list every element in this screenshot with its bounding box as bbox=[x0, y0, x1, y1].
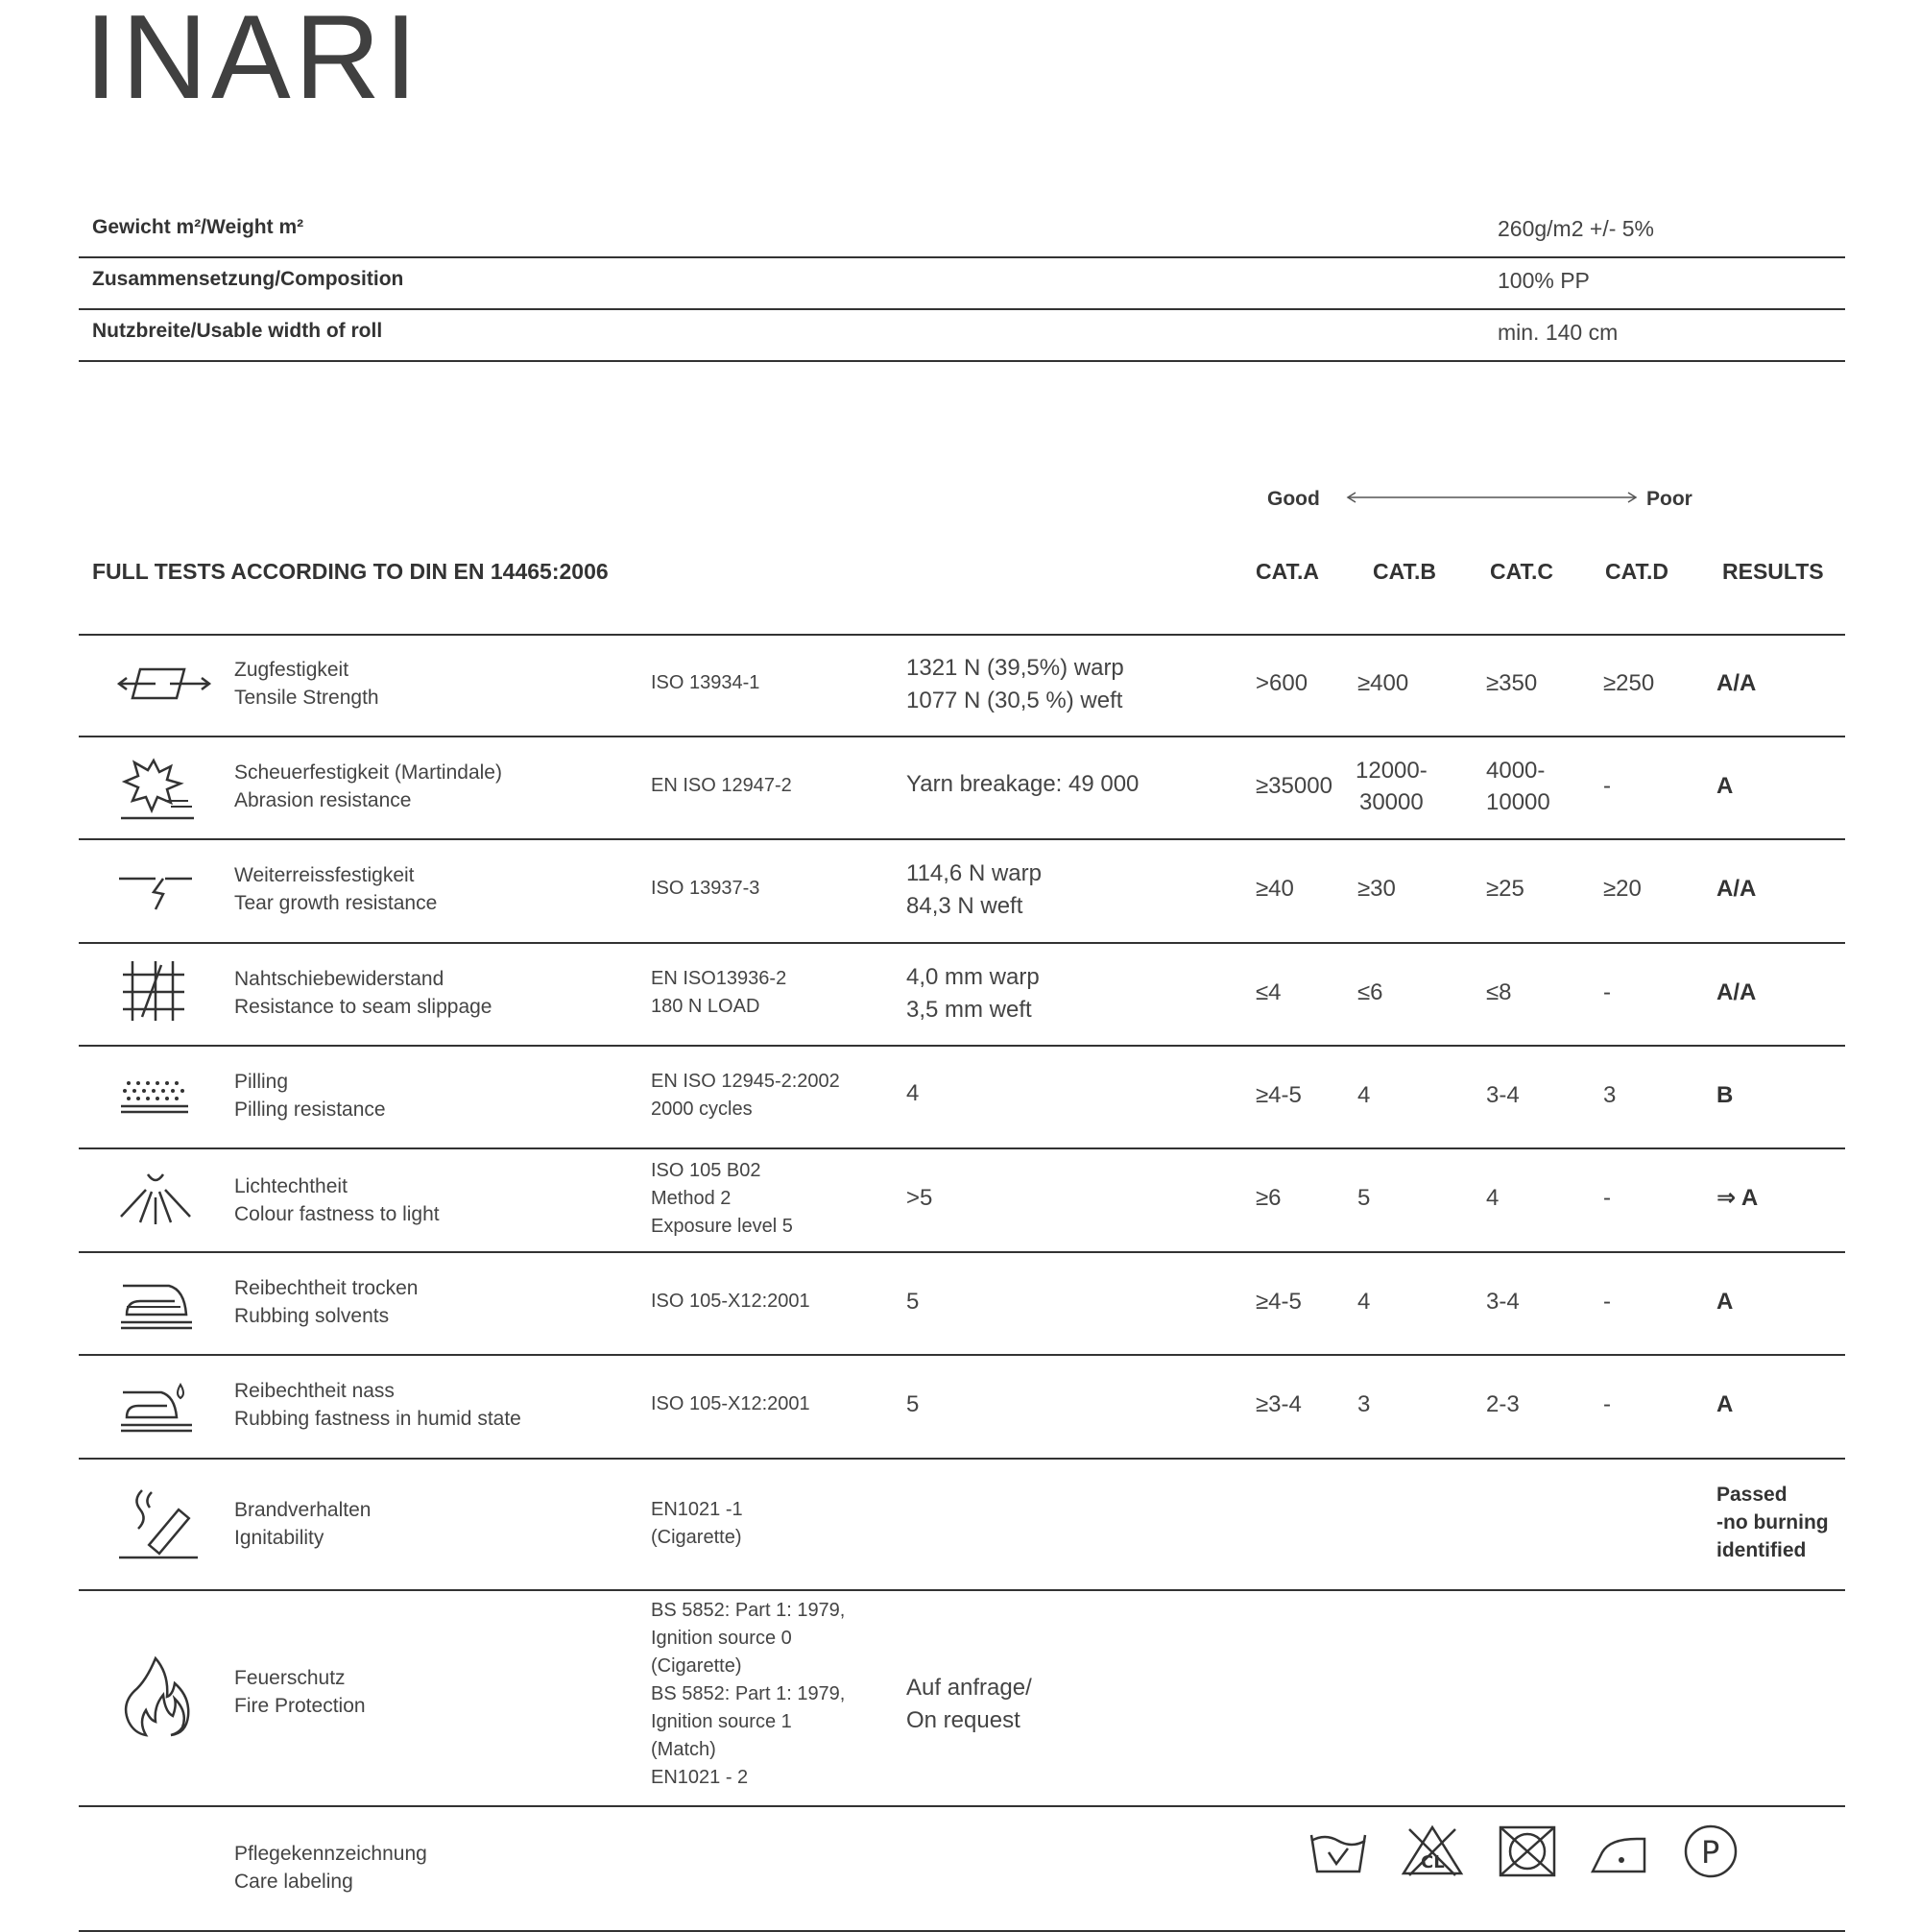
cat-b-value: ≥30 bbox=[1357, 876, 1396, 902]
test-standard: ISO 13937-3 bbox=[651, 878, 760, 899]
test-standard: ISO 105-X12:2001 bbox=[651, 1393, 810, 1414]
care-symbols bbox=[1308, 1823, 1766, 1880]
cat-a-value: ≥3-4 bbox=[1256, 1391, 1302, 1417]
test-name: Reibechtheit trocken Rubbing solvents bbox=[234, 1277, 419, 1327]
header-cat-c: CAT.C bbox=[1490, 559, 1554, 584]
cat-c-value: 3-4 bbox=[1486, 1289, 1520, 1315]
cat-d-value: ≥20 bbox=[1603, 876, 1642, 902]
tests-header bbox=[79, 557, 1845, 636]
cigarette-icon bbox=[117, 1485, 204, 1563]
cat-a-value: ≥4-5 bbox=[1256, 1289, 1302, 1315]
rubbing-wet-icon bbox=[117, 1379, 200, 1437]
dry-clean-p-icon bbox=[1682, 1823, 1740, 1880]
spec-table bbox=[79, 206, 1845, 362]
test-row-light-fastness bbox=[79, 1149, 1845, 1253]
tests-header-title: FULL TESTS ACCORDING TO DIN EN 14465:2006 bbox=[92, 559, 609, 584]
cat-b-value: 4 bbox=[1357, 1082, 1371, 1108]
spec-row-weight bbox=[79, 206, 1845, 258]
cat-a-value: ≥4-5 bbox=[1256, 1082, 1302, 1108]
wash-30-icon bbox=[1308, 1823, 1369, 1879]
test-rating: A bbox=[1716, 773, 1734, 799]
test-result: 114,6 N warp 84,3 N weft bbox=[906, 860, 1042, 919]
iron-low-icon bbox=[1589, 1823, 1650, 1879]
test-name: Nahtschiebewiderstand Resistance to seam slippage bbox=[234, 968, 492, 1018]
no-tumble-dry-icon bbox=[1497, 1823, 1558, 1879]
test-row-rubbing-wet bbox=[79, 1356, 1845, 1460]
test-row-seam-slippage bbox=[79, 944, 1845, 1047]
test-row-ignitability bbox=[79, 1460, 1845, 1591]
test-standard: ISO 105-X12:2001 bbox=[651, 1291, 810, 1312]
cat-c-value: ≥350 bbox=[1486, 670, 1538, 696]
test-standard: ISO 13934-1 bbox=[651, 672, 760, 693]
header-cat-d: CAT.D bbox=[1605, 559, 1669, 584]
test-result: 5 bbox=[906, 1289, 920, 1315]
test-row-abrasion bbox=[79, 737, 1845, 840]
pilling-icon bbox=[117, 1075, 194, 1120]
cat-d-value: - bbox=[1603, 1185, 1611, 1211]
test-name: Pflegekennzeichnung Care labeling bbox=[234, 1843, 427, 1893]
cat-c-value: 4000- 10000 bbox=[1486, 758, 1550, 815]
cat-b-value: 3 bbox=[1357, 1391, 1371, 1417]
spec-label: Nutzbreite/Usable width of roll bbox=[92, 320, 383, 342]
test-name: Scheuerfestigkeit (Martindale) Abrasion resistance bbox=[234, 761, 502, 811]
cat-a-value: >600 bbox=[1256, 670, 1308, 696]
test-rating: A bbox=[1716, 1391, 1734, 1417]
cat-c-value: 2-3 bbox=[1486, 1391, 1520, 1417]
test-standard: BS 5852: Part 1: 1979, Ignition source 0 (Cigarette) BS 5852: Part 1: 1979, Ignition source 1 (Match) EN1021 - 2 bbox=[651, 1600, 846, 1788]
cat-a-value: ≤4 bbox=[1256, 979, 1282, 1005]
scale-good-label: Good bbox=[1267, 488, 1320, 510]
test-rating: B bbox=[1716, 1082, 1734, 1108]
seam-slippage-icon bbox=[117, 957, 194, 1026]
cat-b-value: 4 bbox=[1357, 1289, 1371, 1315]
cat-a-value: ≥6 bbox=[1256, 1185, 1282, 1211]
cat-c-value: 4 bbox=[1486, 1185, 1500, 1211]
test-standard: EN1021 -1 (Cigarette) bbox=[651, 1499, 743, 1548]
cat-b-value: ≤6 bbox=[1357, 979, 1383, 1005]
page-title: INARI bbox=[84, 0, 421, 124]
spec-label: Gewicht m²/Weight m² bbox=[92, 216, 304, 238]
test-result: Auf anfrage/ On request bbox=[906, 1675, 1032, 1733]
cat-c-value: ≤8 bbox=[1486, 979, 1512, 1005]
test-rating: ⇒ A bbox=[1716, 1185, 1759, 1211]
cat-d-value: 3 bbox=[1603, 1082, 1617, 1108]
svg-text:CL: CL bbox=[1421, 1852, 1446, 1872]
test-standard: EN ISO 12945-2:2002 2000 cycles bbox=[651, 1071, 840, 1120]
test-result: 4 bbox=[906, 1080, 920, 1106]
header-cat-b: CAT.B bbox=[1373, 559, 1437, 584]
tear-icon bbox=[117, 869, 200, 913]
test-name: Weiterreissfestigkeit Tear growth resistance bbox=[234, 864, 438, 914]
test-rating: A/A bbox=[1716, 979, 1757, 1005]
test-standard: EN ISO 12947-2 bbox=[651, 775, 792, 796]
cat-b-value: ≥400 bbox=[1357, 670, 1409, 696]
test-result: >5 bbox=[906, 1185, 933, 1211]
spec-value: min. 140 cm bbox=[1498, 320, 1619, 345]
test-row-care-labeling bbox=[79, 1807, 1845, 1932]
cat-b-value: 12000- 30000 bbox=[1356, 758, 1428, 815]
rubbing-dry-icon bbox=[117, 1276, 200, 1334]
test-row-fire-protection bbox=[79, 1591, 1845, 1807]
test-rating: A/A bbox=[1716, 876, 1757, 902]
cat-d-value: - bbox=[1603, 1289, 1611, 1315]
test-result: 4,0 mm warp 3,5 mm weft bbox=[906, 964, 1040, 1023]
cat-b-value: 5 bbox=[1357, 1185, 1371, 1211]
test-row-rubbing-dry bbox=[79, 1253, 1845, 1356]
header-results: RESULTS bbox=[1722, 559, 1824, 584]
test-name: Feuerschutz Fire Protection bbox=[234, 1667, 366, 1717]
light-fastness-icon bbox=[117, 1169, 200, 1232]
test-result: 5 bbox=[906, 1391, 920, 1417]
test-row-pilling bbox=[79, 1047, 1845, 1149]
spec-row-composition bbox=[79, 258, 1845, 310]
abrasion-icon bbox=[117, 755, 200, 824]
test-standard: ISO 105 B02 Method 2 Exposure level 5 bbox=[651, 1160, 793, 1237]
cat-a-value: ≥35000 bbox=[1256, 773, 1332, 799]
good-poor-scale bbox=[1267, 480, 1699, 519]
test-name: Brandverhalten Ignitability bbox=[234, 1499, 372, 1549]
test-name: Zugfestigkeit Tensile Strength bbox=[234, 659, 379, 709]
spec-label: Zusammensetzung/Composition bbox=[92, 268, 404, 290]
tensile-icon bbox=[117, 660, 213, 710]
cat-a-value: ≥40 bbox=[1256, 876, 1294, 902]
cat-d-value: ≥250 bbox=[1603, 670, 1655, 696]
cat-d-value: - bbox=[1603, 773, 1611, 799]
scale-poor-label: Poor bbox=[1646, 488, 1692, 510]
test-row-tear bbox=[79, 840, 1845, 944]
test-result: 1321 N (39,5%) warp 1077 N (30,5 %) weft bbox=[906, 655, 1124, 713]
cat-c-value: ≥25 bbox=[1486, 876, 1524, 902]
test-standard: EN ISO13936-2 180 N LOAD bbox=[651, 968, 787, 1017]
header-cat-a: CAT.A bbox=[1256, 559, 1320, 584]
test-result: Yarn breakage: 49 000 bbox=[906, 771, 1140, 797]
spec-row-width bbox=[79, 310, 1845, 362]
test-name: Pilling Pilling resistance bbox=[234, 1071, 386, 1121]
test-rating: Passed -no burning identified bbox=[1716, 1484, 1829, 1561]
test-name: Reibechtheit nass Rubbing fastness in humid state bbox=[234, 1380, 521, 1430]
test-name: Lichtechtheit Colour fastness to light bbox=[234, 1175, 440, 1225]
cat-d-value: - bbox=[1603, 1391, 1611, 1417]
no-bleach-icon bbox=[1400, 1823, 1465, 1879]
spec-value: 100% PP bbox=[1498, 268, 1590, 293]
spec-value: 260g/m2 +/- 5% bbox=[1498, 216, 1655, 241]
test-rating: A bbox=[1716, 1289, 1734, 1315]
double-arrow-icon bbox=[1346, 490, 1639, 505]
cat-c-value: 3-4 bbox=[1486, 1082, 1520, 1108]
fire-icon bbox=[117, 1653, 194, 1739]
test-row-tensile bbox=[79, 635, 1845, 737]
tests-table bbox=[79, 635, 1845, 1932]
test-rating: A/A bbox=[1716, 670, 1757, 696]
svg-text:P: P bbox=[1700, 1834, 1720, 1871]
cat-d-value: - bbox=[1603, 979, 1611, 1005]
